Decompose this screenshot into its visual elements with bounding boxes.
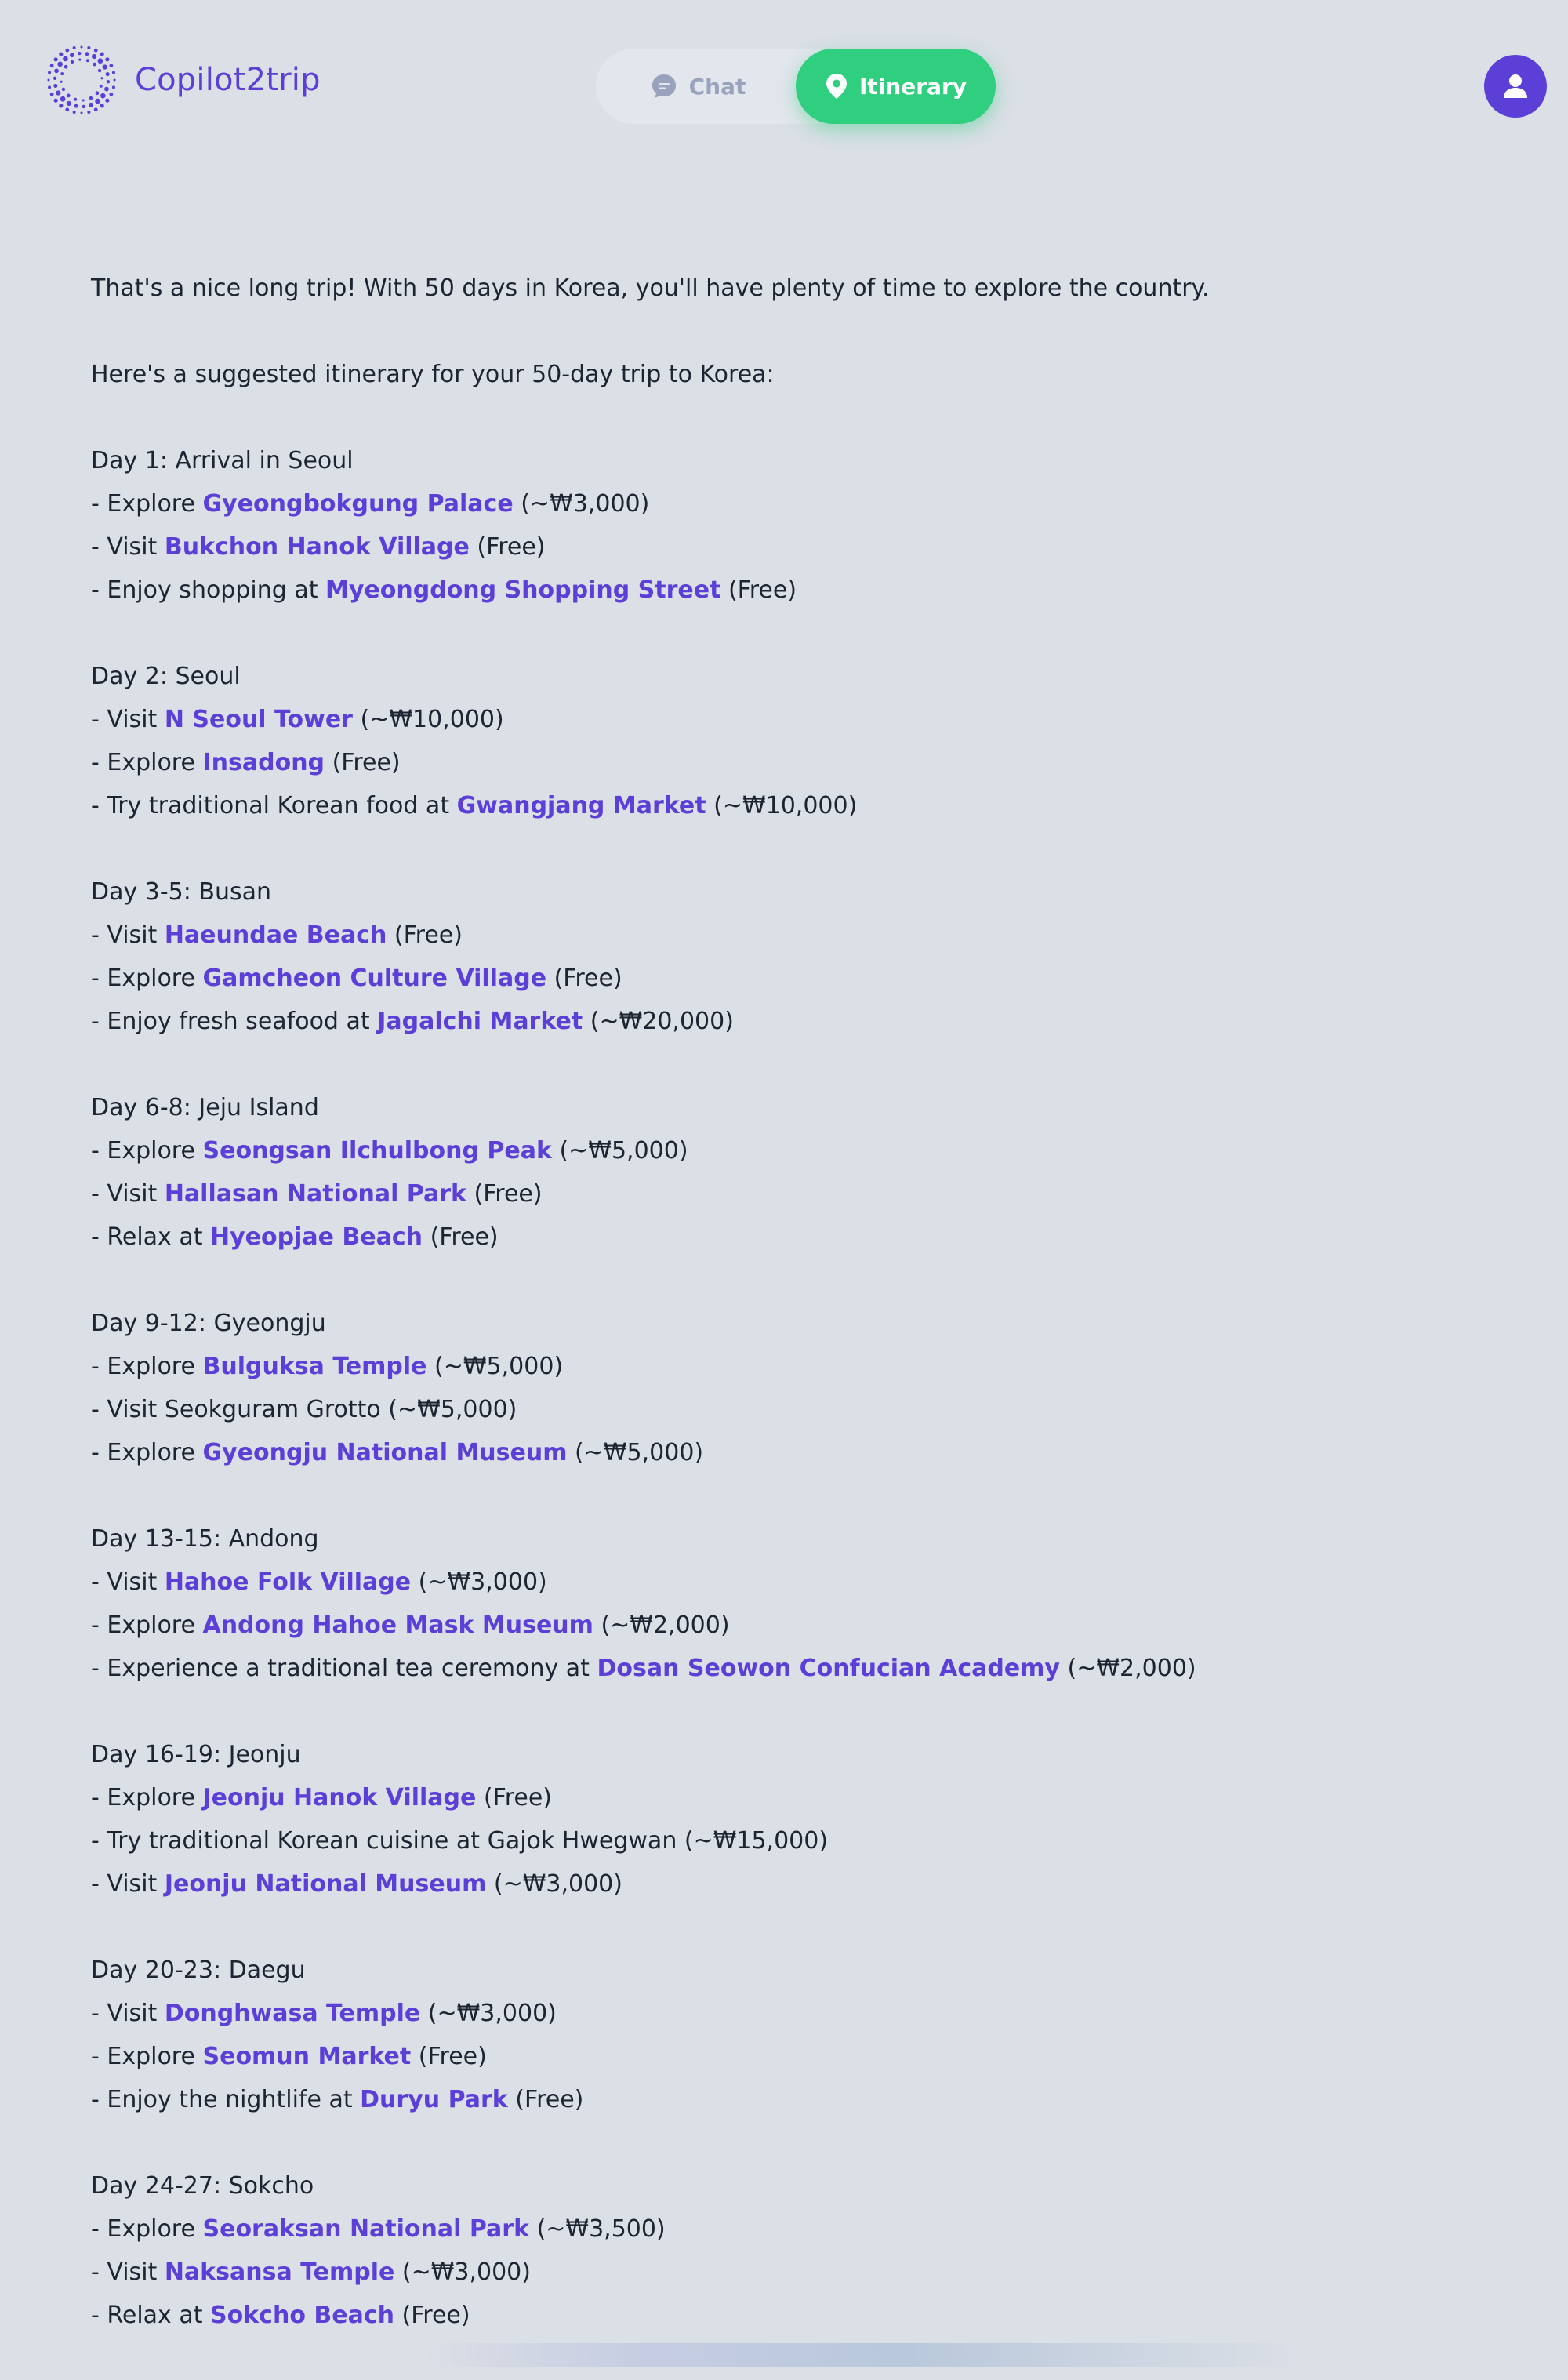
place-link[interactable]: Gyeongju National Museum — [202, 1439, 568, 1466]
activity-text: - Explore — [91, 2215, 203, 2243]
activity-item — [91, 482, 1486, 525]
logo-dot — [94, 107, 98, 111]
place-link[interactable]: Seongsan Ilchulbong Peak — [202, 1137, 552, 1165]
place-link[interactable]: Jeonju Hanok Village — [202, 1784, 477, 1811]
logo-dot — [74, 98, 77, 101]
logo-dot — [64, 65, 68, 69]
logo-dot — [100, 104, 104, 107]
day-list — [91, 439, 1486, 2337]
logo-dot — [73, 46, 76, 49]
activity-cost: (~₩3,000) — [513, 490, 650, 518]
chat-input-edge — [423, 2343, 1301, 2367]
logo-dot — [57, 62, 63, 67]
activity-text: - Relax at — [91, 1223, 211, 1251]
logo-dot — [54, 68, 59, 73]
logo-dot — [78, 59, 81, 61]
logo-dot — [48, 85, 51, 89]
activity-item — [91, 698, 1486, 741]
activity-cost: (~₩5,000) — [426, 1353, 564, 1380]
activity-text: - Explore — [91, 1439, 203, 1466]
place-link[interactable]: Insadong — [202, 749, 325, 776]
activity-item — [91, 2207, 1486, 2251]
logo-dot — [100, 77, 103, 79]
activity-cost: (Free) — [469, 533, 546, 561]
activity-cost: (~₩2,000) — [593, 1611, 730, 1639]
place-link[interactable]: Andong Hahoe Mask Museum — [202, 1611, 593, 1639]
intro-text: That's a nice long trip! With 50 days in Korea, you'll have plenty of time to explore the country. — [91, 274, 1210, 302]
logo-dot — [89, 103, 93, 107]
activity-cost: (~₩3,500) — [529, 2215, 666, 2243]
logo-dot — [54, 57, 58, 61]
place-link[interactable]: Seoraksan National Park — [202, 2215, 530, 2243]
logo-dot — [95, 99, 100, 104]
activity-text: - Visit Seokguram Grotto (~₩5,000) — [91, 1396, 517, 1423]
place-link[interactable]: Hahoe Folk Village — [164, 1568, 412, 1596]
activity-text: - Try traditional Korean cuisine at Gajok Hwegwan (~₩15,000) — [91, 1827, 829, 1855]
activity-item — [91, 741, 1486, 784]
logo-dot — [112, 71, 115, 74]
place-link[interactable]: Hyeopjae Beach — [210, 1223, 423, 1251]
place-link[interactable]: Dosan Seowon Confucian Academy — [597, 1655, 1060, 1682]
logo-dot — [105, 57, 109, 61]
spacer — [91, 310, 1486, 353]
activity-item — [91, 1172, 1486, 1215]
logo-dot — [78, 52, 81, 55]
activity-text: - Enjoy the nightlife at — [91, 2086, 361, 2113]
place-link[interactable]: Bulguksa Temple — [202, 1353, 427, 1380]
logo-dot — [100, 85, 103, 88]
logo-dot — [87, 111, 90, 114]
activity-text: - Explore — [91, 1137, 203, 1165]
activity-text: - Explore — [91, 749, 203, 776]
activity-item — [91, 1992, 1486, 2035]
place-link[interactable]: Hallasan National Park — [164, 1180, 466, 1208]
user-avatar-button[interactable] — [1484, 55, 1547, 118]
activity-text: - Explore — [91, 1353, 203, 1380]
activity-item — [91, 784, 1486, 827]
activity-item — [91, 1129, 1486, 1172]
place-link[interactable]: Gwangjang Market — [456, 792, 706, 819]
activity-text: - Visit — [91, 706, 165, 733]
app-logo[interactable] — [44, 42, 321, 118]
logo-dot — [65, 107, 69, 111]
activity-cost: (Free) — [466, 1180, 543, 1208]
day-section — [91, 1517, 1486, 1690]
logo-dot — [62, 88, 65, 91]
activity-cost: (~₩3,000) — [411, 1568, 547, 1596]
logo-dot — [85, 52, 89, 56]
logo-dot — [92, 54, 96, 59]
day-title: Day 20-23: Daegu — [91, 1957, 306, 1984]
tab-itinerary-label: Itinerary — [858, 73, 967, 100]
activity-item — [91, 957, 1486, 1000]
day-title: Day 16-19: Jeonju — [91, 1741, 301, 1768]
place-link[interactable]: Donghwasa Temple — [164, 2000, 421, 2027]
day-section — [91, 439, 1486, 612]
activity-cost: (~₩10,000) — [706, 792, 858, 819]
activity-item — [91, 1388, 1486, 1431]
logo-dot — [96, 91, 100, 95]
place-link[interactable]: Jeonju National Museum — [164, 1870, 487, 1898]
place-link[interactable]: Bukchon Hanok Village — [164, 533, 470, 561]
day-section — [91, 1733, 1486, 1906]
logo-dot — [109, 93, 113, 96]
activity-text: - Explore — [91, 2043, 203, 2070]
logo-dot — [93, 63, 96, 67]
activity-item — [91, 2078, 1486, 2121]
activity-cost: (~₩10,000) — [352, 706, 504, 733]
logo-dot — [53, 84, 57, 88]
logo-dot — [94, 49, 98, 53]
logo-dot — [48, 71, 51, 74]
activity-item — [91, 569, 1486, 612]
logo-dot — [82, 99, 85, 101]
logo-dot — [107, 80, 110, 83]
activity-cost: (Free) — [507, 2086, 584, 2113]
activity-text: - Try traditional Korean food at — [91, 792, 457, 819]
activity-text: - Explore — [91, 1611, 203, 1639]
logo-dot — [59, 53, 63, 56]
logo-dot — [98, 58, 103, 64]
logo-dot — [70, 53, 74, 57]
place-link[interactable]: Naksansa Temple — [164, 2258, 395, 2286]
activity-cost: (~₩3,000) — [486, 1870, 622, 1898]
activity-item — [91, 1561, 1486, 1604]
day-title: Day 6-8: Jeju Island — [91, 1094, 319, 1121]
itinerary-message — [91, 267, 1486, 2380]
day-section — [91, 1086, 1486, 1259]
activity-text: - Visit — [91, 1568, 165, 1596]
logo-dot — [60, 72, 64, 75]
map-pin-icon — [825, 72, 848, 100]
day-title: Day 24-27: Sokcho — [91, 2172, 314, 2200]
activity-text: - Relax at — [91, 2302, 211, 2329]
logo-dot — [109, 64, 113, 67]
activity-item — [91, 2294, 1486, 2337]
activity-text: - Experience a traditional tea ceremony at — [91, 1655, 597, 1682]
activity-item — [91, 1431, 1486, 1474]
logo-dot — [106, 72, 110, 76]
activity-cost: (Free) — [387, 921, 463, 949]
place-link[interactable]: Duryu Park — [360, 2086, 508, 2113]
activity-text: - Enjoy shopping at — [91, 576, 326, 604]
tab-itinerary[interactable] — [796, 49, 996, 124]
logo-dot — [67, 101, 71, 106]
day-title: Day 13-15: Andong — [91, 1525, 319, 1553]
activity-item — [91, 1604, 1486, 1647]
place-link[interactable]: Sokcho Beach — [210, 2302, 394, 2329]
activity-item — [91, 2251, 1486, 2294]
place-link[interactable]: Haeundae Beach — [164, 921, 387, 949]
activity-cost: (~₩5,000) — [551, 1137, 688, 1165]
activity-cost: (~₩2,000) — [1059, 1655, 1196, 1682]
activity-item — [91, 525, 1486, 569]
logo-dot — [53, 77, 56, 80]
tab-chat[interactable] — [596, 49, 800, 124]
activity-cost: (~₩3,000) — [394, 2258, 531, 2286]
day-title: Day 9-12: Gyeongju — [91, 1310, 326, 1337]
activity-item — [91, 1862, 1486, 1906]
day-section — [91, 870, 1486, 1043]
activity-cost: (Free) — [411, 2043, 487, 2070]
tab-chat-label: Chat — [688, 73, 746, 100]
activity-cost: (~₩5,000) — [567, 1439, 704, 1466]
intro-subtitle: Here's a suggested itinerary for your 50-day trip to Korea: — [91, 361, 775, 388]
activity-cost: (~₩3,000) — [420, 2000, 557, 2027]
sparkle-ring-logo-icon — [44, 42, 119, 118]
view-toggle — [596, 49, 996, 124]
activity-text: - Visit — [91, 1870, 165, 1898]
activity-item — [91, 914, 1486, 957]
activity-item — [91, 1776, 1486, 1819]
logo-dot — [113, 78, 115, 81]
activity-item — [91, 1819, 1486, 1862]
logo-dot — [105, 99, 109, 103]
activity-text: - Visit — [91, 1180, 165, 1208]
activity-cost: (Free) — [423, 1223, 499, 1251]
logo-dot — [63, 56, 68, 62]
activity-cost: (Free) — [720, 576, 797, 604]
logo-dot — [104, 87, 109, 92]
activity-item — [91, 1000, 1486, 1043]
logo-dot — [71, 60, 74, 64]
activity-cost: (Free) — [476, 1784, 552, 1811]
activity-item — [91, 2035, 1486, 2078]
activity-text: - Explore — [91, 1784, 203, 1811]
activity-text: - Explore — [91, 490, 203, 518]
logo-dot — [56, 90, 60, 95]
logo-dot — [60, 81, 63, 83]
activity-cost: (Free) — [325, 749, 401, 776]
place-link[interactable]: Gyeongbokgung Palace — [202, 490, 514, 518]
activity-cost: (~₩20,000) — [583, 1008, 734, 1035]
logo-dot — [82, 105, 85, 108]
place-link[interactable]: Seomun Market — [202, 2043, 412, 2070]
logo-dot — [100, 93, 106, 99]
user-icon — [1501, 71, 1530, 101]
logo-dot — [100, 53, 104, 56]
logo-dot — [87, 46, 90, 49]
activity-cost: (Free) — [394, 2302, 470, 2329]
activity-text: - Enjoy fresh seafood at — [91, 1008, 378, 1035]
app-name: Copilot2trip — [135, 62, 321, 98]
logo-dot — [103, 64, 107, 69]
day-section — [91, 2164, 1486, 2337]
logo-dot — [65, 49, 69, 53]
activity-text: - Visit — [91, 2258, 165, 2286]
logo-dot — [59, 104, 63, 107]
activity-item — [91, 1647, 1486, 1690]
app-header — [0, 0, 1568, 173]
logo-dot — [80, 111, 82, 114]
day-title: Day 2: Seoul — [91, 663, 241, 690]
logo-dot — [86, 59, 89, 62]
logo-dot — [67, 94, 71, 98]
activity-text: - Visit — [91, 533, 165, 561]
activity-text: - Visit — [91, 2000, 165, 2027]
logo-dot — [50, 64, 54, 67]
logo-dot — [47, 78, 49, 81]
logo-dot — [54, 99, 58, 103]
day-title: Day 1: Arrival in Seoul — [91, 447, 354, 474]
logo-dot — [73, 111, 76, 114]
place-link[interactable]: Myeongdong Shopping Street — [325, 576, 721, 604]
logo-dot — [98, 69, 101, 72]
day-section — [91, 1302, 1486, 1474]
logo-dot — [60, 96, 66, 102]
day-title: Day 3-5: Busan — [91, 878, 272, 906]
place-link[interactable]: Jagalchi Market — [377, 1008, 583, 1035]
place-link[interactable]: N Seoul Tower — [164, 706, 353, 733]
logo-dot — [112, 85, 115, 89]
logo-dot — [50, 93, 54, 96]
activity-cost: (Free) — [546, 965, 622, 992]
activity-item — [91, 1215, 1486, 1259]
day-section — [91, 655, 1486, 827]
logo-dot — [89, 96, 93, 100]
logo-dot — [80, 45, 82, 48]
logo-dot — [74, 104, 78, 108]
activity-item — [91, 1345, 1486, 1388]
activity-text: - Visit — [91, 921, 165, 949]
chat-bubble-icon — [650, 72, 678, 100]
day-section — [91, 1949, 1486, 2121]
place-link[interactable]: Gamcheon Culture Village — [202, 965, 547, 992]
activity-text: - Explore — [91, 965, 203, 992]
